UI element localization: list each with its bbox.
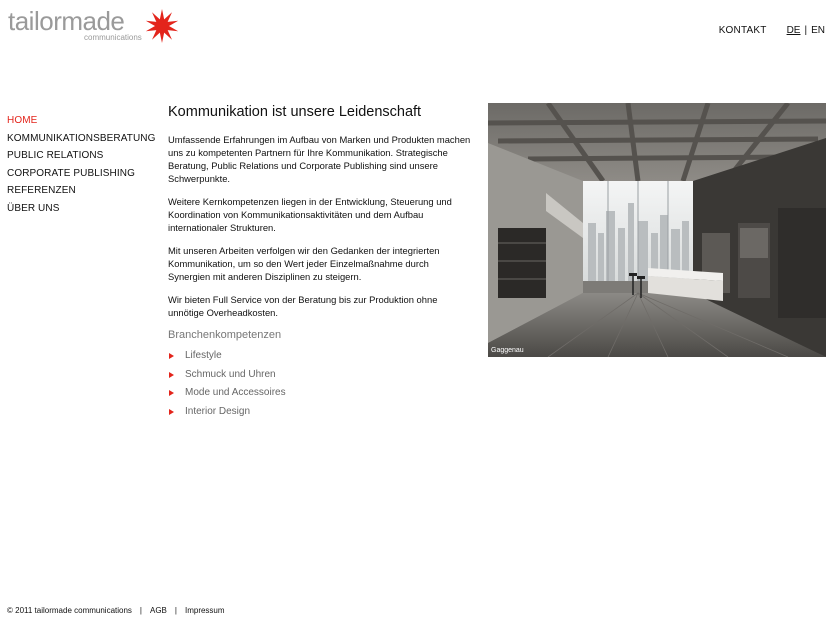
impressum-link[interactable]: Impressum: [184, 606, 225, 615]
arrow-right-icon: [169, 409, 174, 415]
logo-subtitle: communications: [84, 33, 142, 42]
arrow-right-icon: [169, 353, 174, 359]
sidebar-item-public-relations[interactable]: PUBLIC RELATIONS: [7, 150, 104, 162]
copyright-text: © 2011 tailormade communications: [7, 606, 132, 615]
page-title: Kommunikation ist unsere Leidenschaft: [168, 104, 422, 120]
logo[interactable]: [8, 8, 178, 44]
competency-item[interactable]: [168, 366, 473, 385]
star-icon: [144, 8, 180, 44]
footer-separator: |: [139, 606, 142, 615]
sidebar-item-corporate-publishing[interactable]: CORPORATE PUBLISHING: [7, 167, 135, 179]
sidebar-item-home[interactable]: HOME: [7, 115, 38, 126]
footer: [7, 606, 225, 615]
service-paragraph: Wir bieten Full Service von der Beratung bis zur Produktion ohne unnötige Overheadkosten.: [168, 294, 438, 318]
sidebar-item-ueber-uns[interactable]: ÜBER UNS: [7, 202, 60, 214]
arrow-right-icon: [169, 372, 174, 378]
kitchen-interior-image: [488, 103, 826, 357]
competency-label: Interior Design: [185, 405, 251, 417]
competency-label: Lifestyle: [185, 350, 222, 361]
sidebar-item-referenzen[interactable]: REFERENZEN: [7, 185, 76, 197]
competency-item[interactable]: [168, 347, 473, 366]
integration-paragraph: Mit unseren Arbeiten verfolgen wir den Gedanken der integrierten Kommunikation, um so den Wert jeder Einzelmaßnahme durch Synergien mit anderen Disziplinen zu steigern.: [168, 245, 440, 282]
arrow-right-icon: [169, 390, 174, 396]
competency-item[interactable]: [168, 384, 473, 403]
sidebar-navigation: [7, 112, 157, 218]
main-content: [168, 104, 473, 421]
image-caption: Gaggenau: [491, 347, 524, 354]
footer-separator: |: [174, 606, 177, 615]
logo-wordmark: tailormade: [8, 6, 125, 36]
competency-label: Schmuck und Uhren: [185, 368, 276, 380]
language-de-link[interactable]: DE: [786, 25, 801, 36]
hero-image: [488, 103, 826, 357]
top-navigation: [719, 25, 825, 36]
language-en-link[interactable]: EN: [811, 25, 825, 36]
competence-paragraph: Weitere Kernkompetenzen liegen in der Entwicklung, Steuerung und Koordination von Kommunikationsaktivitäten und dem Aufbau internationaler Strukturen.: [168, 196, 452, 233]
sidebar-item-kommunikationsberatung[interactable]: KOMMUNIKATIONSBERATUNG: [7, 132, 156, 144]
competencies-list: [168, 347, 473, 421]
language-separator: |: [804, 25, 808, 36]
intro-paragraph: Umfassende Erfahrungen im Aufbau von Marken und Produkten machen uns zu kompetenten Partnern für Ihre Kommunikation. Strategische Beratung, Public Relations und Corporate Publishing sind unsere Schwerpunkte.: [168, 134, 471, 184]
competencies-heading: Branchenkompetenzen: [168, 329, 282, 341]
competency-item[interactable]: [168, 403, 473, 422]
kontakt-link[interactable]: KONTAKT: [718, 25, 767, 36]
competency-label: Mode und Accessoires: [185, 387, 286, 398]
agb-link[interactable]: AGB: [150, 606, 167, 615]
